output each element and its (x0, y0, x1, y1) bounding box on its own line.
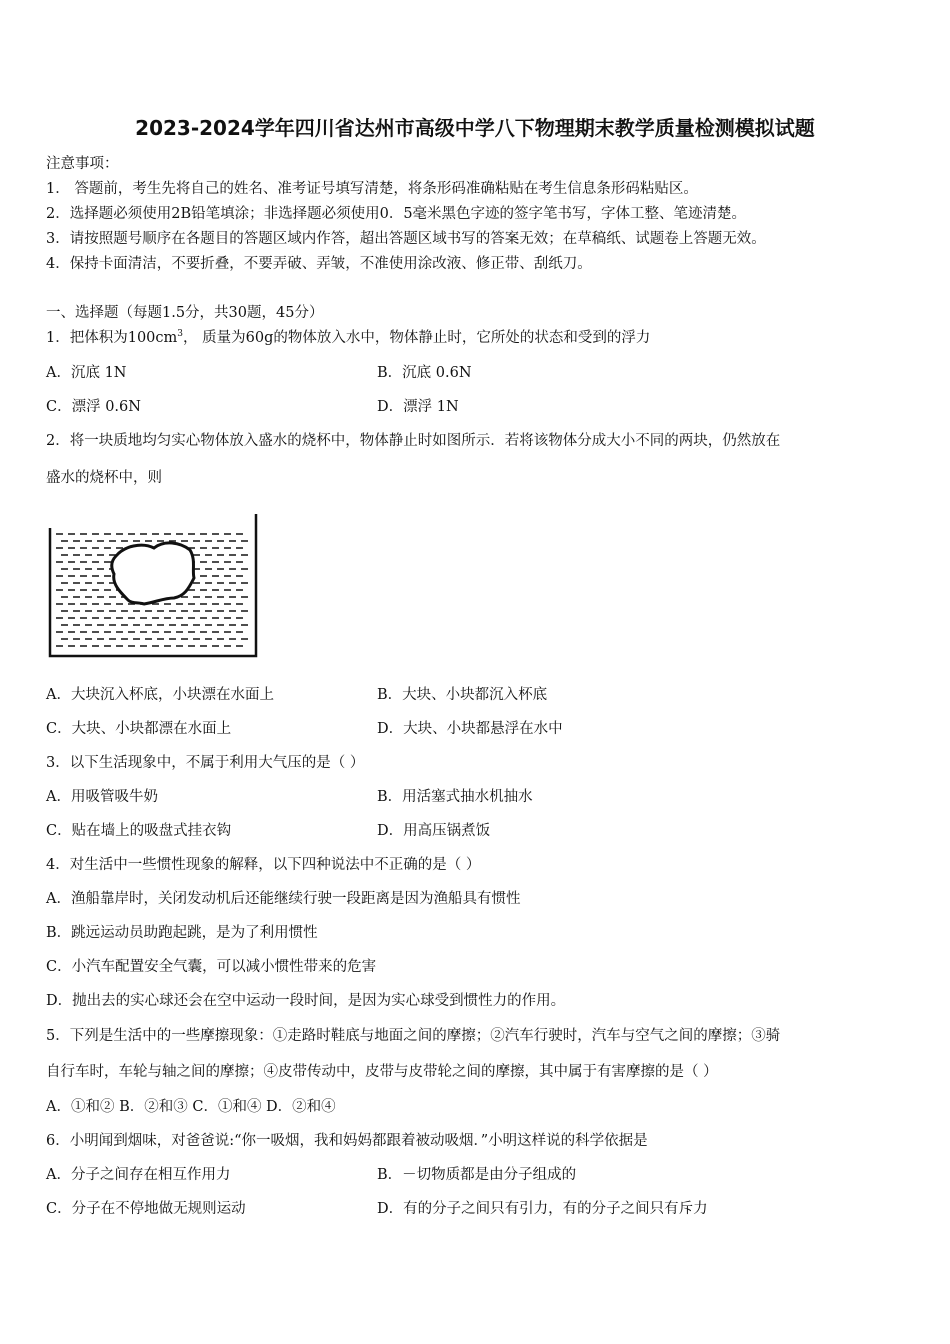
question-6-option-a: A．分子之间存在相互作用力 (46, 1167, 231, 1183)
question-5-stem-line1: 5．下列是生活中的一些摩擦现象：①走路时鞋底与地面之间的摩擦；②汽车行驶时，汽车与空气之间的摩擦；③骑 (46, 1028, 781, 1044)
notice-item: 1． 答题前，考生先将自己的姓名、准考证号填写清楚，将条形码准确粘贴在考生信息条形码粘贴区。 (46, 181, 698, 197)
question-1-option-d: D．漂浮 1N (377, 399, 459, 415)
question-4-stem: 4．对生活中一些惯性现象的解释，以下四种说法中不正确的是（ ） (46, 857, 481, 873)
question-1-option-b: B．沉底 0.6N (377, 365, 472, 381)
page-title: 2023-2024学年四川省达州市高级中学八下物理期末教学质量检测模拟试题 (135, 116, 815, 140)
question-2-option-c: C．大块、小块都漂在水面上 (46, 721, 232, 737)
question-3-option-b: B．用活塞式抽水机抽水 (377, 789, 533, 805)
question-4-option-c: C．小汽车配置安全气囊，可以减小惯性带来的危害 (46, 959, 377, 975)
question-2-stem-line1: 2．将一块质地均匀实心物体放入盛水的烧杯中，物体静止时如图所示．若将该物体分成大小不同的两块，仍然放在 (46, 433, 781, 449)
question-2-stem-line2: 盛水的烧杯中，则 (46, 470, 162, 486)
superscript: 3 (177, 329, 184, 340)
question-6-stem: 6．小明闻到烟味，对爸爸说:“你一吸烟，我和妈妈都跟着被动吸烟．”小明这样说的科学依据是 (46, 1133, 648, 1149)
notice-heading: 注意事项： (46, 156, 119, 172)
question-1-option-a: A．沉底 1N (46, 365, 127, 381)
question-3-option-d: D．用高压锅煮饭 (377, 823, 491, 839)
question-3-option-a: A．用吸管吸牛奶 (46, 789, 158, 805)
question-2-option-b: B．大块、小块都沉入杯底 (377, 687, 548, 703)
question-3-option-c: C．贴在墙上的吸盘式挂衣钩 (46, 823, 232, 839)
notice-item: 2．选择题必须使用2B铅笔填涂；非选择题必须使用0．5毫米黑色字迹的签字笔书写，字体工整、笔迹清楚。 (46, 206, 747, 222)
notice-item: 3．请按照题号顺序在各题目的答题区域内作答，超出答题区域书写的答案无效；在草稿纸、试题卷上答题无效。 (46, 231, 766, 247)
question-1-stem-a: 1．把体积为100cm (46, 330, 178, 346)
question-6-option-b: B．－切物质都是由分子组成的 (377, 1167, 577, 1183)
object-block (112, 543, 194, 604)
question-1-stem-b: ， 质量为60g的物体放入水中，物体静止时，它所处的状态和受到的浮力 (183, 330, 651, 346)
question-5-options: A．①和② B．②和③ C．①和④ D．②和④ (46, 1099, 336, 1115)
beaker-figure (46, 512, 262, 660)
section-heading: 一、选择题（每题1.5分，共30题，45分） (46, 305, 324, 321)
question-4-option-a: A．渔船靠岸时，关闭发动机后还能继续行驶一段距离是因为渔船具有惯性 (46, 891, 521, 907)
question-6-option-d: D．有的分子之间只有引力，有的分子之间只有斥力 (377, 1201, 708, 1217)
question-3-stem: 3．以下生活现象中，不属于利用大气压的是（ ） (46, 755, 365, 771)
question-1-option-c: C．漂浮 0.6N (46, 399, 141, 415)
question-4-option-d: D．抛出去的实心球还会在空中运动一段时间，是因为实心球受到惯性力的作用。 (46, 993, 566, 1009)
question-6-option-c: C．分子在不停地做无规则运动 (46, 1201, 246, 1217)
question-1-stem (46, 326, 650, 347)
notice-item: 4．保持卡面清洁，不要折叠，不要弄破、弄皱，不准使用涂改液、修正带、刮纸刀。 (46, 256, 592, 272)
question-5-stem-line2: 自行车时，车轮与轴之间的摩擦；④皮带传动中，皮带与皮带轮之间的摩擦，其中属于有害摩擦的是（ ） (46, 1064, 718, 1080)
question-2-option-a: A．大块沉入杯底，小块漂在水面上 (46, 687, 274, 703)
question-2-option-d: D．大块、小块都悬浮在水中 (377, 721, 563, 737)
question-4-option-b: B．跳远运动员助跑起跳，是为了利用惯性 (46, 925, 318, 941)
